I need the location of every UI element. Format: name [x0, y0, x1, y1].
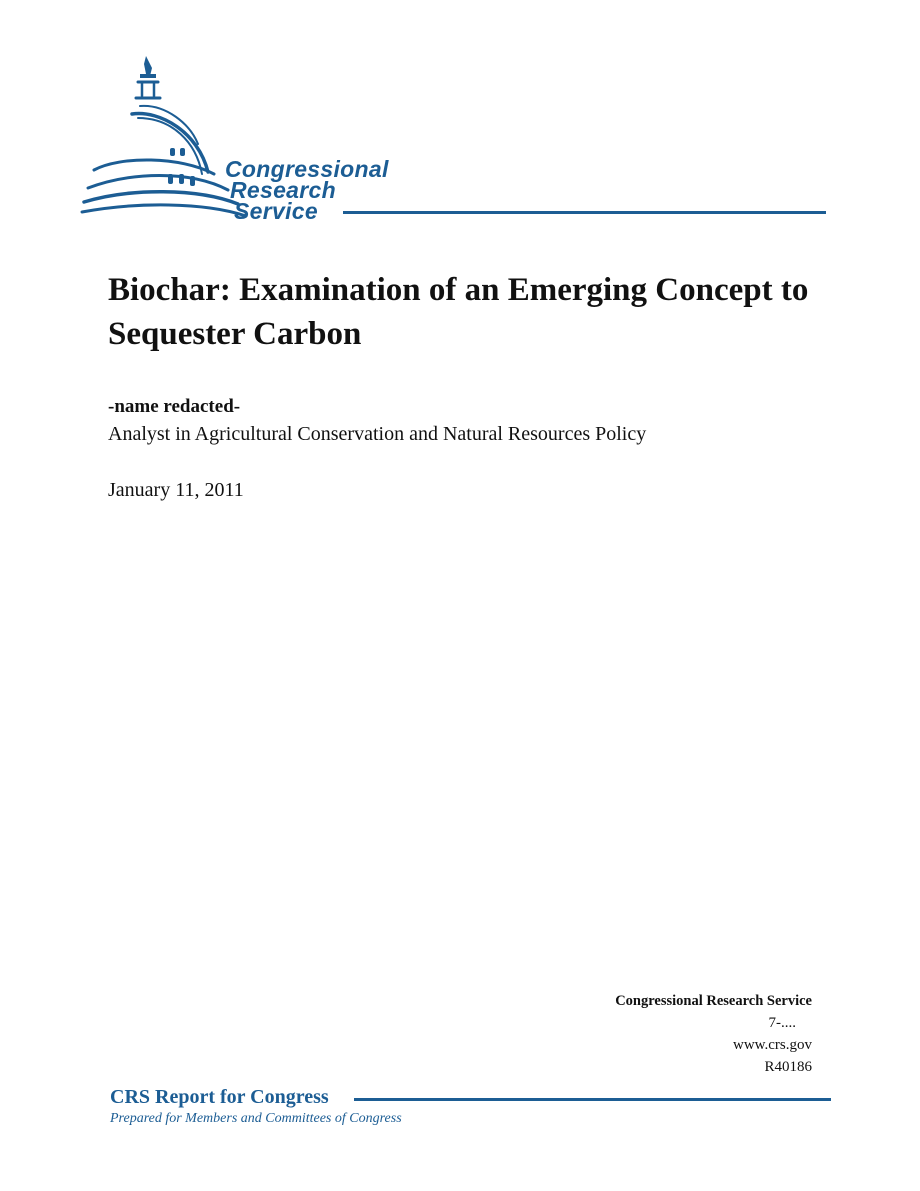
report-title: Biochar: Examination of an Emerging Concept to Sequester Carbon [108, 272, 809, 352]
author-title: Analyst in Agricultural Conservation and Natural Resources Policy [108, 423, 647, 445]
logo-word-congressional: Congressional [225, 156, 389, 182]
crs-info-block [615, 990, 812, 1078]
crs-number: 7-.... [768, 1015, 796, 1031]
crs-website: www.crs.gov [732, 1037, 812, 1053]
report-date: January 11, 2011 [108, 479, 244, 501]
logo-word-research: Research [230, 177, 336, 203]
crs-logo [80, 52, 840, 227]
crs-organization: Congressional Research Service [615, 993, 812, 1009]
footer-rule [354, 1098, 831, 1101]
footer-title: CRS Report for Congress [110, 1086, 329, 1108]
crs-report-id: R40186 [764, 1059, 812, 1075]
author-name: -name redacted- [108, 396, 241, 417]
logo-rule [343, 211, 826, 214]
logo-word-service: Service [234, 198, 318, 224]
footer-subtitle: Prepared for Members and Committees of Congress [110, 1111, 402, 1126]
